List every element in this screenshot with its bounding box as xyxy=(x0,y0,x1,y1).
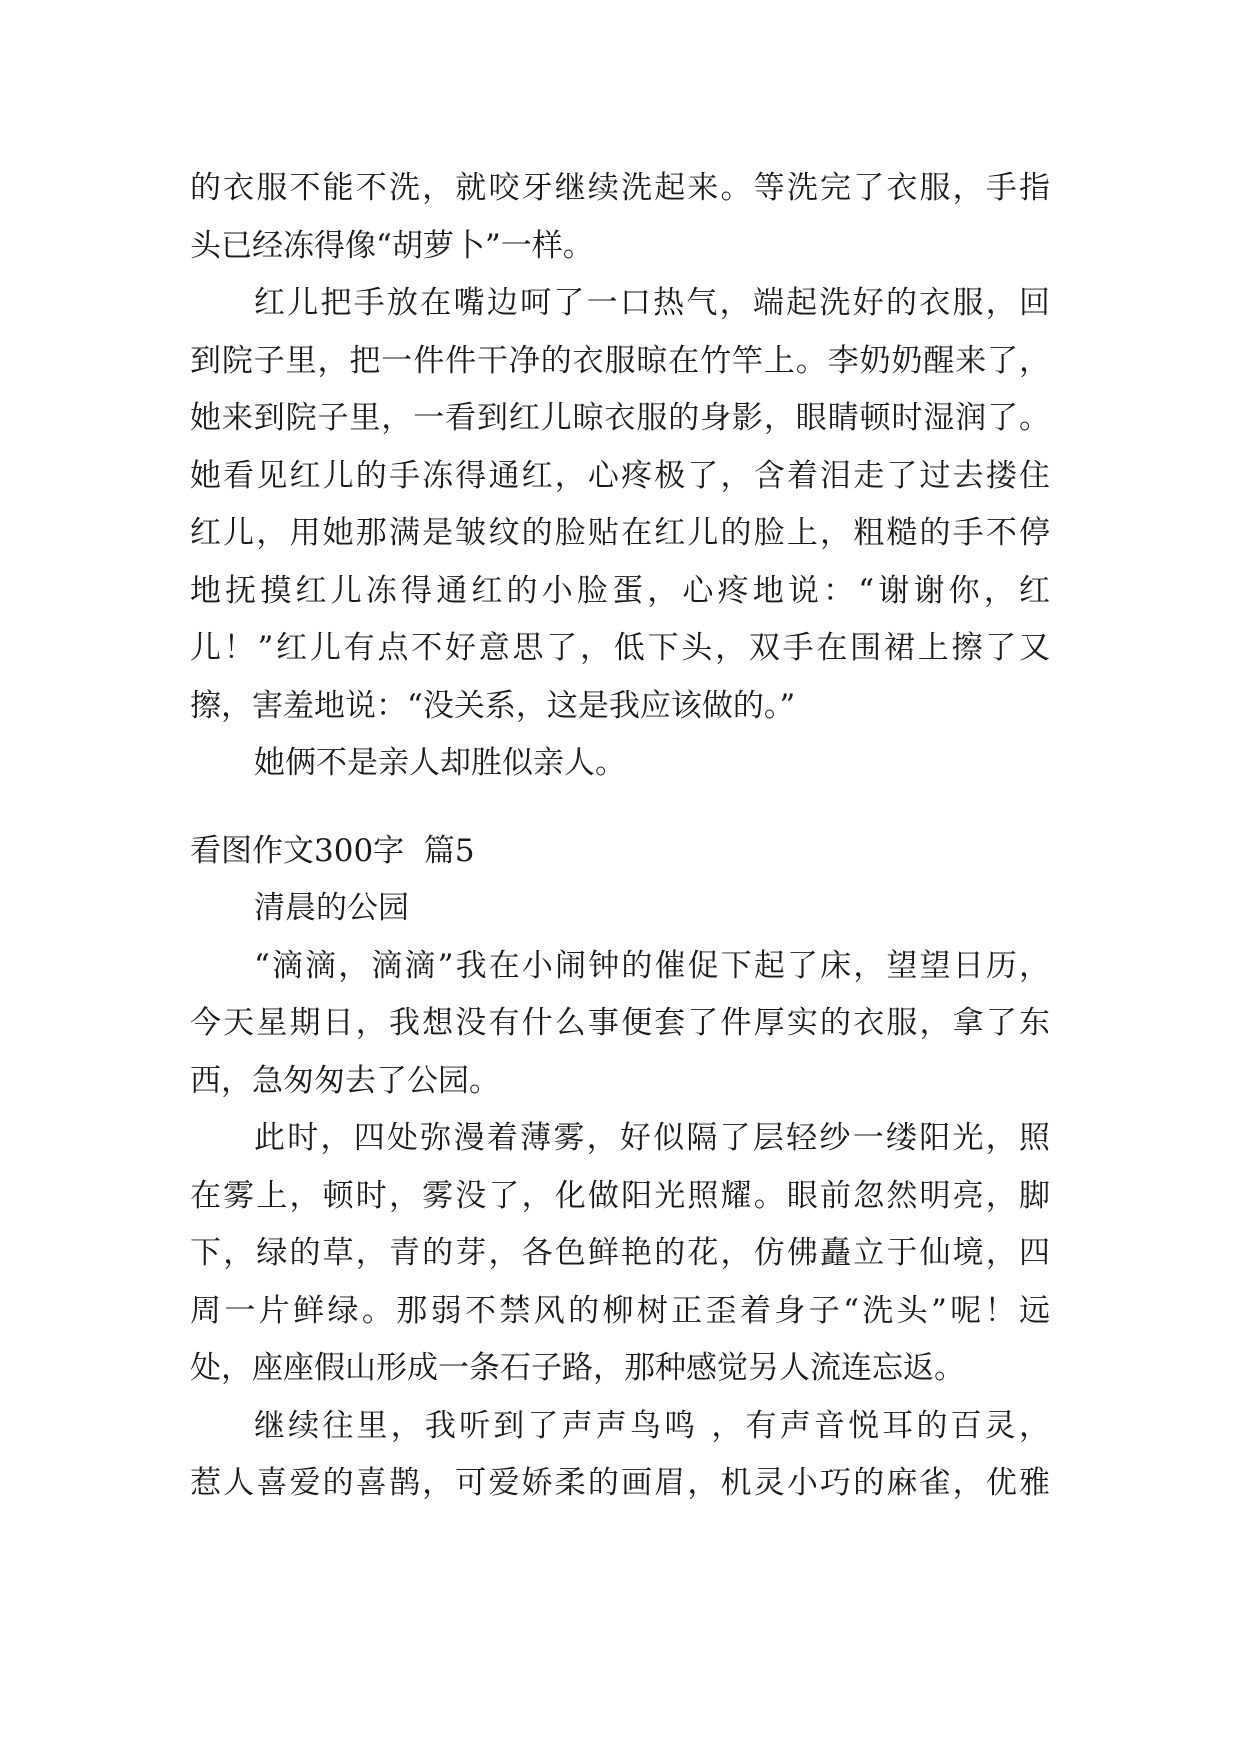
section-gap xyxy=(190,793,1050,823)
text-line: 擦，害羞地说：“没关系，这是我应该做的。” xyxy=(190,687,796,724)
text-line: 她俩不是亲人却胜似亲人。 xyxy=(254,745,626,781)
paragraph xyxy=(190,1398,1050,1513)
text-line: 地抚摸红儿冻得通红的小脸蛋，心疼地说：“谢谢你，红 xyxy=(190,572,1050,609)
paragraph xyxy=(190,735,1050,793)
essay-title: 清晨的公园 xyxy=(254,890,409,926)
text-line: 惹人喜爱的喜鹊，可爱娇柔的画眉，机灵小巧的麻雀，优雅 xyxy=(190,1465,1050,1501)
text-line: 儿！”红儿有点不好意思了，低下头，双手在围裙上擦了又 xyxy=(190,630,1050,666)
text-line: “滴滴，滴滴”我在小闹钟的催促下起了床，望望日历， xyxy=(254,947,1050,984)
text-line: 在雾上，顿时，雾没了，化做阳光照耀。眼前忽然明亮，脚 xyxy=(190,1177,1050,1214)
paragraph xyxy=(190,275,1050,735)
text-line: 西，急匆匆去了公园。 xyxy=(190,1062,500,1099)
text-line: 的衣服不能不洗，就咬牙继续洗起来。等洗完了衣服，手指 xyxy=(190,170,1050,206)
text-line: 周一片鲜绿。那弱不禁风的柳树正歪着身子“洗头”呢！远 xyxy=(190,1292,1050,1329)
text-line: 下，绿的草，青的芽，各色鲜艳的花，仿佛矗立于仙境，四 xyxy=(190,1235,1050,1271)
text-line: 红儿把手放在嘴边呵了一口热气，端起洗好的衣服，回 xyxy=(254,285,1050,321)
document-page xyxy=(190,160,1050,1513)
text-line: 处，座座假山形成一条石子路，那种感觉另人流连忘返。 xyxy=(190,1350,965,1386)
text-line: 红儿，用她那满是皱纹的脸贴在红儿的脸上，粗糙的手不停 xyxy=(190,515,1050,551)
section-heading: 看图作文300字 篇5 xyxy=(190,832,475,869)
text-line: 她看见红儿的手冻得通红，心疼极了，含着泪走了过去搂住 xyxy=(190,457,1050,494)
paragraph xyxy=(190,938,1050,1111)
paragraph xyxy=(190,160,1050,275)
text-line: 到院子里，把一件件干净的衣服晾在竹竿上。李奶奶醒来了， xyxy=(190,342,1050,379)
text-line: 她来到院子里，一看到红儿晾衣服的身影，眼睛顿时湿润了。 xyxy=(190,400,1050,436)
text-line: 头已经冻得像“胡萝卜”一样。 xyxy=(190,227,594,264)
text-line: 此时，四处弥漫着薄雾，好似隔了层轻纱一缕阳光，照 xyxy=(254,1120,1050,1156)
text-line: 继续往里，我听到了声声鸟鸣 ，有声音悦耳的百灵， xyxy=(254,1407,1050,1444)
text-line: 今天星期日，我想没有什么事便套了件厚实的衣服，拿了东 xyxy=(190,1005,1050,1041)
paragraph xyxy=(190,1110,1050,1398)
